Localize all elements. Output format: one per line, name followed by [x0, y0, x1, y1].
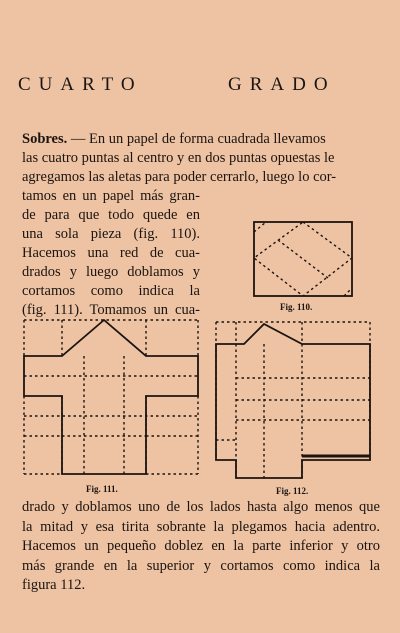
fig110-fold-diagonal	[278, 240, 328, 278]
paragraph-1-line-1	[22, 130, 380, 149]
wrap-line: cortamos como indica la	[22, 283, 200, 299]
paragraph-2-line: más grande en la superior y cortamos como indica la	[22, 557, 380, 574]
paragraph-2-line: drado y doblamos uno de los lados hasta algo menos que	[22, 499, 380, 515]
wrap-line: de para que todo quede en	[22, 207, 200, 223]
wrap-line: tamos en un papel más gran-	[22, 188, 200, 204]
fig110-flap-bottom-right	[344, 288, 352, 296]
wrap-line: drados y luego doblamos y	[22, 264, 200, 280]
header-word-2: GRADO	[228, 74, 336, 95]
fig110-outer-square	[254, 222, 352, 296]
wrap-line: una sola pieza (fig. 110).	[22, 226, 200, 242]
figure-111-net	[22, 318, 202, 478]
figure-110-envelope	[248, 220, 360, 298]
paragraph-2-line: Hacemos un pequeño doblez en la parte inferior y otro	[22, 538, 380, 554]
header-word-1: CUARTO	[18, 74, 143, 95]
figure-111-caption: Fig. 111.	[86, 484, 118, 494]
paragraph-2-line: la mitad y esa tirita sobrante la plegamos hacia adentro.	[22, 518, 380, 535]
paragraph-1-wrapped-text	[22, 187, 200, 320]
section-lead: Sobres.	[22, 131, 68, 147]
figure-112-caption: Fig. 112.	[276, 486, 309, 496]
figure-110-caption: Fig. 110.	[280, 302, 313, 312]
figure-112-net	[214, 320, 374, 482]
wrap-line: (fig. 111). Tomamos un cua-	[22, 302, 200, 318]
fig110-inner-diamond	[254, 222, 352, 296]
paragraph-1-line-2: las cuatro puntas al centro y en dos puntas opuestas le	[22, 150, 335, 166]
fig111-cut-outline	[24, 320, 198, 474]
paragraph-2-line: figura 112.	[22, 577, 86, 593]
wrap-line: Hacemos una red de cua-	[22, 245, 200, 261]
page-header	[18, 74, 382, 96]
fig110-flap-top-left	[254, 222, 266, 232]
paragraph-1-line-1-text: — En un papel de forma cuadrada llevamos	[67, 131, 326, 147]
paragraph-2	[22, 498, 380, 596]
paragraph-1-line-3: agregamos las aletas para poder cerrarlo, luego lo cor-	[22, 169, 337, 185]
